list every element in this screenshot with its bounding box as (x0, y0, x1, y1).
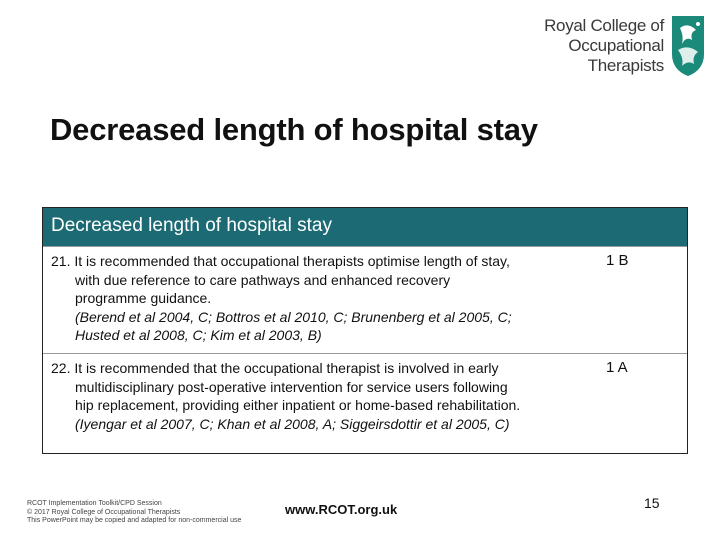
footer-url-link[interactable]: www.RCOT.org.uk (285, 502, 398, 517)
logo-line-1: Royal College of (544, 16, 664, 35)
recommendation-line: 22. It is recommended that the occupational therapist is involved in early (51, 360, 499, 376)
footer-line-2: © 2017 Royal College of Occupational Therapists (27, 508, 181, 516)
logo-line-2: Occupational (568, 36, 664, 55)
logo-line-3: Therapists (587, 56, 664, 75)
recommendation-line: multidisciplinary post-operative intervention for service users following (75, 378, 508, 395)
table-header: Decreased length of hospital stay (43, 208, 687, 246)
recommendation-table (42, 207, 688, 454)
recommendation-line: with due reference to care pathways and enhanced recovery (75, 271, 451, 288)
rcot-shield-emblem-icon (668, 14, 708, 78)
page-number: 15 (644, 495, 660, 511)
recommendation-text (51, 359, 596, 433)
table-row (43, 246, 687, 353)
reference-line: Husted et al 2008, C; Kim et al 2003, B) (75, 327, 322, 343)
footer-copyright (27, 500, 241, 526)
grade-cell: 1 B (606, 252, 629, 269)
logo-wordmark (544, 16, 664, 76)
recommendation-text (51, 252, 596, 345)
footer-line-3: This PowerPoint may be copied and adapted for non-commercial use (27, 517, 242, 524)
reference-line: (Berend et al 2004, C; Bottros et al 2010, C; Brunenberg et al 2005, C; (75, 308, 512, 325)
recommendation-line: programme guidance. (75, 290, 212, 306)
recommendation-line: hip replacement, providing either inpatient or home-based rehabilitation. (75, 397, 521, 413)
reference-line: (Iyengar et al 2007, C; Khan et al 2008, A; Siggeirsdottir et al 2005, C) (75, 415, 510, 432)
footer-line-1: RCOT Implementation Toolkit/CPD Session (27, 500, 162, 507)
rcot-logo (538, 14, 708, 80)
grade-cell: 1 A (606, 359, 628, 376)
table-row (43, 353, 687, 453)
recommendation-line: 21. It is recommended that occupational therapists optimise length of stay, (51, 253, 510, 269)
slide-title: Decreased length of hospital stay (50, 112, 538, 147)
